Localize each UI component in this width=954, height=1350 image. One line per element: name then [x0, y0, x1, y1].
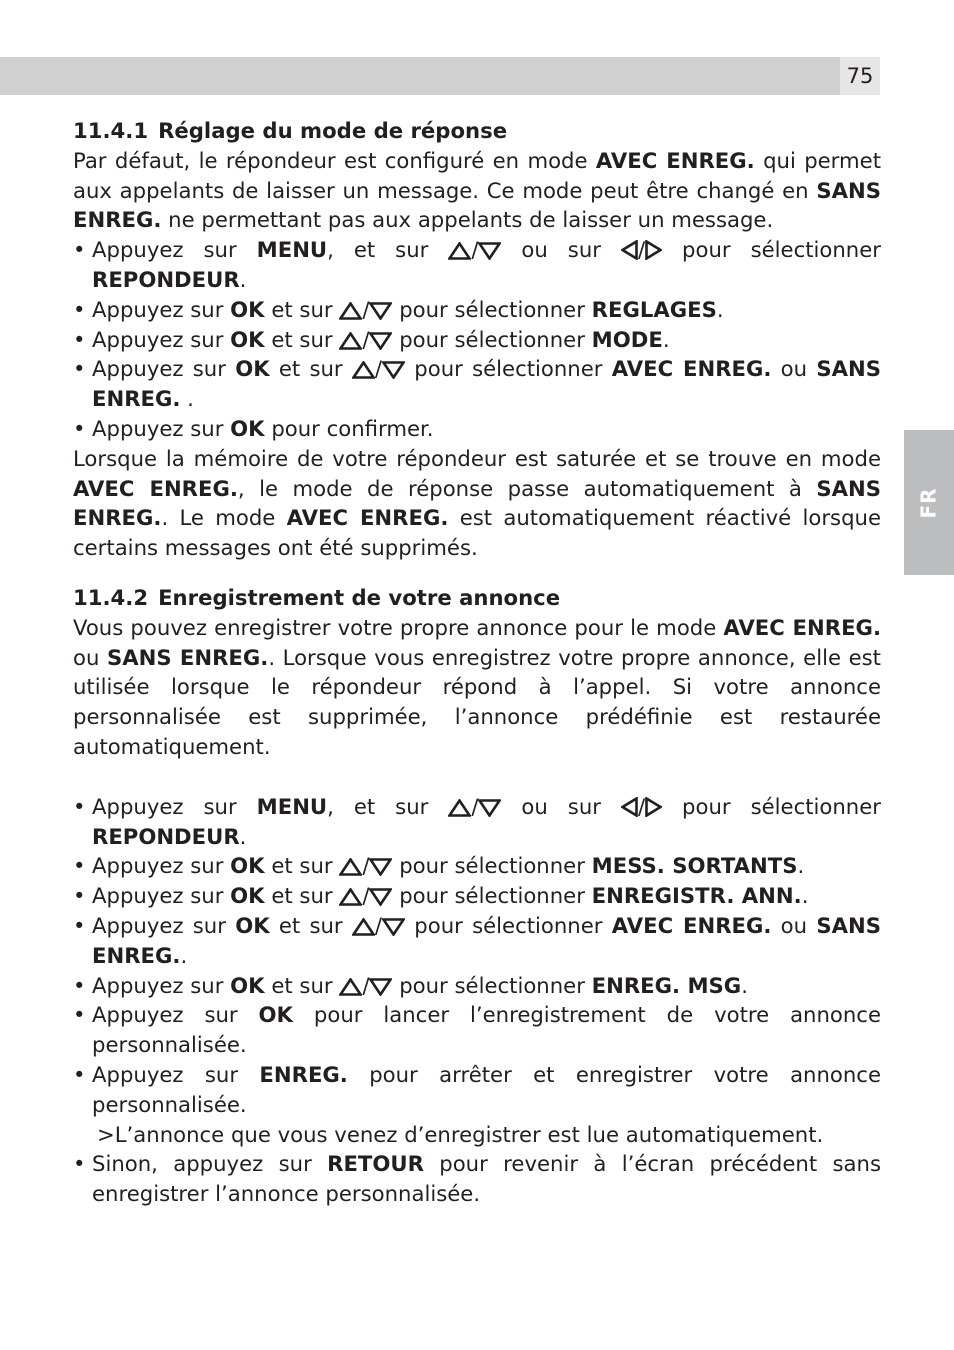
bold-term: OK	[230, 853, 265, 879]
list-item	[73, 414, 881, 444]
bold-term: ENREG.	[259, 1061, 348, 1087]
text: qui permet aux appelants de laisser un message. Ce mode peut être changé en	[73, 147, 881, 203]
bold-term: AVEC ENREG.	[723, 614, 881, 640]
text: Appuyez sur	[92, 296, 231, 322]
bullet-icon: •	[73, 912, 86, 938]
text: pour sélectionner	[392, 883, 592, 909]
bold-term: OK	[230, 972, 265, 998]
bullet-icon: •	[73, 972, 86, 998]
down-triangle-icon	[369, 298, 392, 316]
bold-term: OK	[258, 1002, 293, 1028]
text: Appuyez sur	[92, 326, 231, 352]
slash: /	[637, 793, 646, 819]
list-item	[73, 235, 881, 295]
text: ne permettant pas aux appelants de laisser un message.	[161, 207, 774, 233]
text: Appuyez sur	[92, 1002, 259, 1028]
text: pour sélectionner	[405, 356, 612, 382]
bold-term: SANS ENREG.	[92, 912, 881, 968]
spacer	[73, 762, 881, 792]
section-outro-paragraph	[73, 444, 881, 563]
up-triangle-icon	[448, 795, 471, 813]
text: et sur	[264, 853, 340, 879]
down-triangle-icon	[382, 914, 405, 932]
list-item	[73, 1060, 881, 1120]
text: .	[801, 883, 809, 909]
bold-term: AVEC ENREG.	[611, 356, 772, 382]
text: et sur	[269, 356, 352, 382]
bold-term: RETOUR	[327, 1151, 424, 1177]
slash: /	[362, 972, 370, 998]
bullet-icon: •	[73, 326, 86, 352]
section-heading-11-4-1	[73, 116, 881, 146]
section-number: 11.4.2	[73, 584, 149, 610]
list-item	[73, 851, 881, 881]
bold-term: AVEC ENREG.	[286, 505, 449, 531]
list-item	[73, 325, 881, 355]
bold-term: OK	[230, 883, 265, 909]
text: Vous pouvez enregistrer votre propre annonce pour le mode	[73, 614, 724, 640]
text: pour confirmer.	[264, 415, 434, 441]
bold-term: AVEC ENREG.	[595, 147, 755, 173]
text: ou	[771, 912, 817, 938]
page-number	[840, 57, 880, 95]
bullet-icon: •	[73, 296, 86, 322]
text: , et sur	[327, 237, 449, 263]
text: et sur	[264, 972, 340, 998]
text: ou	[73, 644, 107, 670]
up-triangle-icon	[352, 914, 375, 932]
text: .	[180, 942, 188, 968]
section-heading-11-4-2	[73, 583, 881, 613]
text: pour sélectionner	[392, 296, 592, 322]
bullet-icon: •	[73, 1151, 86, 1177]
language-tab-label: FR	[917, 486, 941, 519]
text: .	[797, 853, 805, 879]
section-intro-paragraph	[73, 613, 881, 762]
text: ou sur	[501, 793, 621, 819]
down-triangle-icon	[478, 238, 501, 256]
text: Appuyez sur	[92, 793, 257, 819]
slash: /	[362, 296, 370, 322]
up-triangle-icon	[339, 884, 362, 902]
text: pour sélectionner	[662, 793, 881, 819]
bullet-icon: •	[73, 1002, 86, 1028]
text: . Le mode	[161, 505, 287, 531]
bullet-icon: •	[73, 793, 86, 819]
up-triangle-icon	[448, 238, 471, 256]
bold-term: REPONDEUR	[92, 823, 240, 849]
bold-term: ENREG. MSG	[591, 972, 742, 998]
up-triangle-icon	[339, 328, 362, 346]
up-triangle-icon	[352, 357, 375, 375]
bold-term: ENREGISTR. ANN.	[591, 883, 802, 909]
list-item	[73, 911, 881, 971]
text: pour arrêter et enregistrer votre annonce personnalisée.	[92, 1061, 881, 1117]
text: .	[239, 266, 247, 292]
section-title: Enregistrement de votre annonce	[158, 584, 561, 610]
slash: /	[362, 883, 370, 909]
bold-term: MENU	[256, 793, 328, 819]
text: et sur	[269, 912, 352, 938]
text: Appuyez sur	[92, 853, 231, 879]
text: et sur	[264, 296, 340, 322]
bold-term: REPONDEUR	[92, 266, 240, 292]
text: , le mode de réponse passe automatiquement à	[237, 475, 817, 501]
down-triangle-icon	[369, 974, 392, 992]
up-triangle-icon	[339, 974, 362, 992]
bold-term: OK	[230, 326, 265, 352]
spacer	[73, 563, 881, 583]
text: .	[716, 296, 724, 322]
text: Appuyez sur	[92, 237, 257, 263]
up-triangle-icon	[339, 298, 362, 316]
bold-term: AVEC ENREG.	[73, 475, 238, 501]
bullet-icon: •	[73, 1061, 86, 1087]
result-note: >L’annonce que vous venez d’enregistrer est lue automatiquement.	[97, 1121, 824, 1147]
slash: /	[374, 356, 383, 382]
text: Appuyez sur	[92, 415, 231, 441]
bold-term: SANS ENREG.	[73, 177, 881, 233]
section-title: Réglage du mode de réponse	[158, 118, 508, 143]
slash: /	[362, 326, 370, 352]
right-triangle-icon	[645, 795, 662, 815]
bold-term: MODE	[591, 326, 663, 352]
left-triangle-icon	[621, 795, 638, 815]
text: pour sélectionner	[392, 972, 592, 998]
text: Appuyez sur	[92, 912, 236, 938]
slash: /	[471, 237, 479, 263]
bold-term: SANS ENREG.	[73, 475, 881, 531]
bullet-icon: •	[73, 883, 86, 909]
text: ou	[771, 356, 817, 382]
text: et sur	[264, 883, 340, 909]
bold-term: OK	[235, 912, 270, 938]
right-triangle-icon	[645, 238, 662, 258]
list-item	[73, 792, 881, 852]
bullet-icon: •	[73, 356, 86, 382]
slash: /	[374, 912, 383, 938]
text: Sinon, appuyez sur	[92, 1151, 328, 1177]
list-item	[73, 1000, 881, 1060]
bold-term: SANS ENREG.	[92, 356, 881, 412]
bullet-icon: •	[73, 237, 86, 263]
list-item	[73, 881, 881, 911]
down-triangle-icon	[478, 795, 501, 813]
text: .	[662, 326, 670, 352]
text: pour sélectionner	[405, 912, 612, 938]
bullet-icon: •	[73, 853, 86, 879]
down-triangle-icon	[369, 854, 392, 872]
text: .	[239, 823, 247, 849]
text: pour sélectionner	[392, 853, 592, 879]
text: pour revenir à l’écran précédent sans enregistrer l’annonce personnalisée.	[92, 1151, 881, 1207]
slash: /	[362, 853, 370, 879]
list-item	[73, 1149, 881, 1209]
text: .	[741, 972, 748, 998]
language-tab	[904, 430, 954, 575]
page-number-text: 75	[846, 64, 874, 88]
left-triangle-icon	[621, 238, 638, 258]
bold-term: REGLAGES	[591, 296, 717, 322]
text: Appuyez sur	[92, 1061, 260, 1087]
down-triangle-icon	[369, 884, 392, 902]
section-number: 11.4.1	[73, 118, 149, 143]
content	[73, 116, 881, 1209]
bold-term: OK	[230, 296, 265, 322]
section-intro-paragraph	[73, 146, 881, 235]
text: pour lancer l’enregistrement de votre annonce personnalisée.	[92, 1002, 881, 1058]
slash: /	[637, 237, 646, 263]
text: ou sur	[501, 237, 621, 263]
list-item	[73, 971, 881, 1001]
text: Lorsque la mémoire de votre répondeur est saturée et se trouve en mode	[73, 445, 881, 471]
list-item	[73, 295, 881, 325]
text: Appuyez sur	[92, 972, 231, 998]
bold-term: MESS. SORTANTS	[591, 853, 798, 879]
text: Appuyez sur	[92, 356, 236, 382]
text: pour sélectionner	[662, 237, 881, 263]
text: .	[180, 386, 194, 412]
text: et sur	[264, 326, 340, 352]
up-triangle-icon	[339, 854, 362, 872]
text: Par défaut, le répondeur est configuré en mode	[73, 147, 596, 173]
bold-term: MENU	[256, 237, 328, 263]
down-triangle-icon	[382, 357, 405, 375]
text: . Lorsque vous enregistrez votre propre annonce, elle est utilisée lorsque le répondeur répond à l’appel. Si votre annonce personnalisée est supprimée, l’annonce prédéfinie est restaurée automatiquement.	[73, 644, 881, 759]
header-bar	[0, 57, 840, 95]
slash: /	[471, 793, 479, 819]
text: , et sur	[327, 793, 449, 819]
bold-term: SANS ENREG.	[106, 644, 269, 670]
list-item	[73, 354, 881, 414]
text: pour sélectionner	[392, 326, 592, 352]
down-triangle-icon	[369, 328, 392, 346]
text: Appuyez sur	[92, 883, 231, 909]
bullet-icon: •	[73, 415, 86, 441]
bold-term: OK	[230, 415, 265, 441]
text: est automatiquement réactivé lorsque certains messages ont été supprimés.	[73, 505, 881, 561]
bold-term: OK	[235, 356, 270, 382]
bold-term: AVEC ENREG.	[611, 912, 772, 938]
